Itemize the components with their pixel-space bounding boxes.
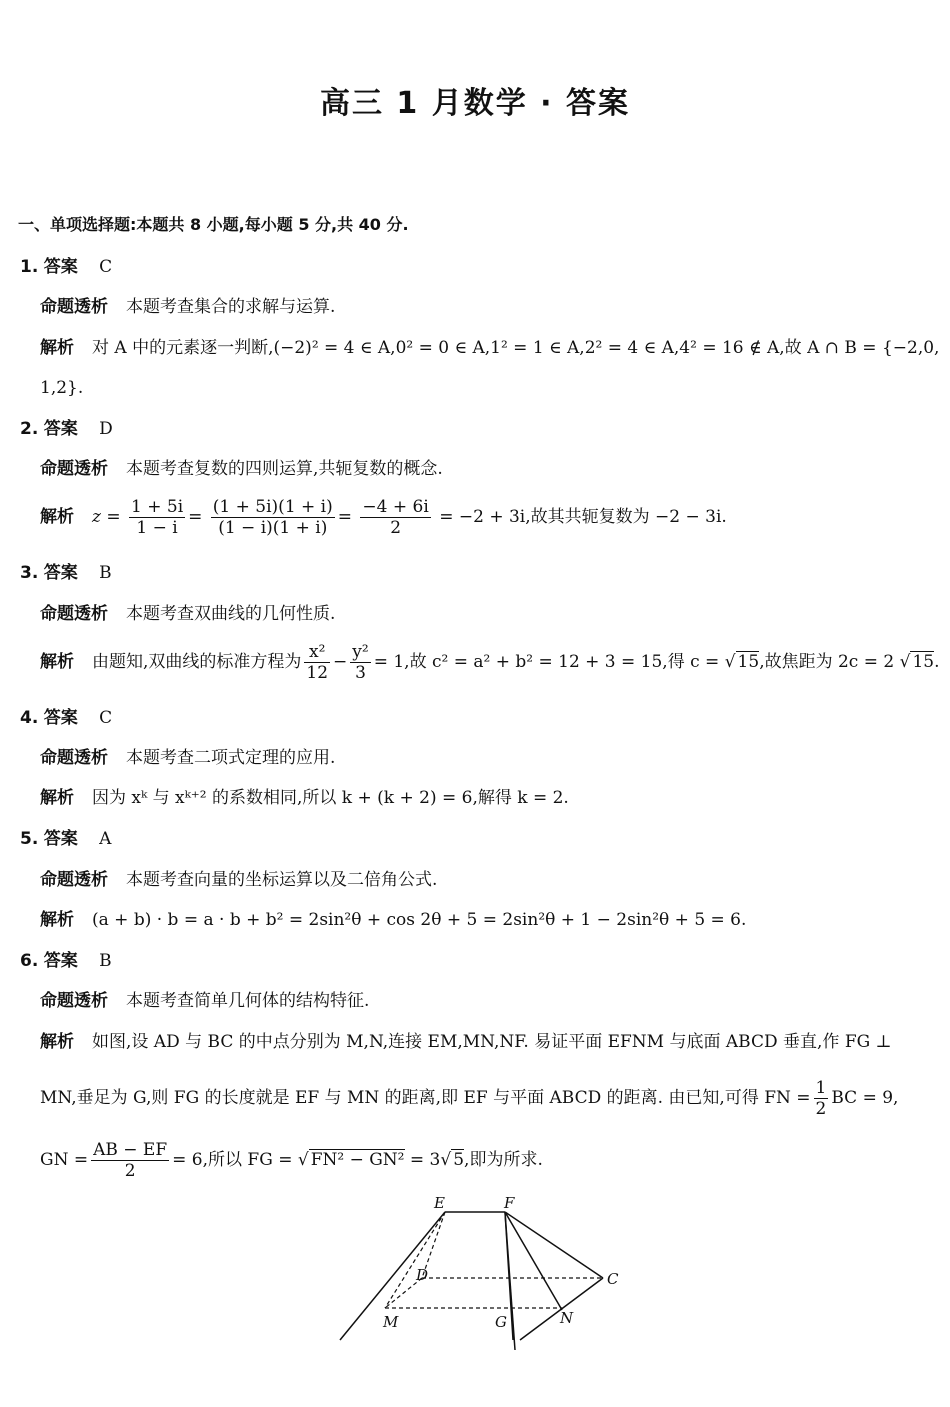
q6-l3-fraction: $\frac{AB - EF}{2}$ [93, 1140, 168, 1181]
q3-tail-1: ,故焦距为 2c = 2 [759, 652, 895, 672]
q6-l2-tail: BC = 9, [831, 1088, 899, 1108]
q5-analysis: (a + b) · b = a · b + b² = 2sin²θ + cos 2θ + 5 = 2sin²θ + 1 − 2sin²θ + 5 = 6. [92, 910, 747, 930]
q1-intent: 本题考查集合的求解与运算. [126, 297, 336, 317]
analysis-label: 解析 [40, 507, 74, 527]
q6-analysis-line-2 [40, 1078, 898, 1119]
q5-answer: A [99, 829, 112, 849]
section-heading: 一、单项选择题:本题共 8 小题,每小题 5 分,共 40 分. [18, 215, 409, 234]
analysis-label: 解析 [40, 910, 74, 930]
q2-answer: D [99, 419, 113, 439]
q6-l3-root: FN² − GN² [310, 1150, 405, 1170]
q6-answer-line [20, 950, 112, 972]
q6-l3-root-2: 5 [453, 1150, 465, 1170]
q6-intent-line [40, 990, 369, 1012]
answer-label: 答案 [43, 829, 78, 849]
analysis-label: 解析 [40, 652, 74, 672]
q1-answer-line [20, 256, 112, 278]
q3-mid: = 1,故 c² = a² + b² = 12 + 3 = 15,得 c = [373, 652, 720, 672]
q5-number: 5. [20, 829, 39, 849]
q2-fraction-3: $\frac{-4 + 6i}{2}$ [362, 497, 429, 538]
q5-analysis-line [40, 909, 746, 931]
point-label-C: C [607, 1270, 619, 1288]
q3-number: 3. [20, 563, 39, 583]
edge-FN [505, 1212, 562, 1310]
intent-label: 命题透析 [40, 991, 108, 1011]
q4-number: 4. [20, 708, 39, 728]
q4-analysis-line [40, 787, 569, 809]
q3-head: 由题知,双曲线的标准方程为 [92, 652, 302, 672]
answer-label: 答案 [43, 951, 78, 971]
q3-intent-line [40, 603, 335, 625]
q3-intent: 本题考查双曲线的几何性质. [126, 604, 336, 624]
q4-intent: 本题考查二项式定理的应用. [126, 748, 336, 768]
q2-answer-line [20, 418, 113, 440]
q1-number: 1. [20, 257, 39, 277]
q6-l2-head: MN,垂足为 G,则 FG 的长度就是 EF 与 MN 的距离,即 EF 与平面 ABCD 的距离. 由已知,可得 FN = [40, 1088, 811, 1108]
q3-answer: B [99, 563, 112, 583]
intent-label: 命题透析 [40, 748, 108, 768]
q1-answer: C [99, 257, 113, 277]
q3-answer-line [20, 562, 112, 584]
answer-label: 答案 [43, 257, 78, 277]
q6-number: 6. [20, 951, 39, 971]
q6-l3-mid: = 6,所以 FG = [172, 1150, 293, 1170]
intent-label: 命题透析 [40, 604, 108, 624]
q1-analysis: 对 A 中的元素逐一判断,(−2)² = 4 ∈ A,0² = 0 ∈ A,1² = 1 ∈ A,2² = 4 ∈ A,4² = 16 ∉ A,故 A ∩ B = {−2,0, [92, 338, 940, 358]
edge-FC [505, 1212, 603, 1278]
point-label-F: F [504, 1194, 515, 1212]
q2-lhs: z = [92, 507, 121, 527]
answer-label: 答案 [43, 419, 78, 439]
q6-answer: B [99, 951, 112, 971]
q3-analysis-line: 解析 由题知,双曲线的标准方程为 $\frac{\text{x²}}{12}$ − $\frac{\text{y²}}{3}$ = 1,故 c² = a² + b² = 12 + 3 = 15,得 c = √ 15,故焦距为 2c = 2 √ 15. [40, 642, 940, 683]
q5-answer-line [20, 828, 111, 850]
q1-analysis-line [40, 337, 939, 359]
analysis-label: 解析 [40, 788, 74, 808]
q6-analysis-line [40, 1031, 892, 1053]
q5-intent-line [40, 869, 437, 891]
q2-intent: 本题考查复数的四则运算,共轭复数的概念. [126, 459, 443, 479]
q6-l3-lhs: GN = [40, 1150, 89, 1170]
q3-root-2: 15 [912, 652, 935, 672]
q6-analysis-line-3: GN = $\frac{AB - EF}{2}$ = 6,所以 FG = √ FN² − GN² = 3√ 5,即为所求. [40, 1140, 543, 1181]
intent-label: 命题透析 [40, 297, 108, 317]
edge-EM [385, 1212, 445, 1308]
q6-analysis: 如图,设 AD 与 BC 的中点分别为 M,N,连接 EM,MN,NF. 易证平面 EFNM 与底面 ABCD 垂直,作 FG ⊥ [92, 1032, 892, 1052]
intent-label: 命题透析 [40, 870, 108, 890]
q3-tail-2: . [934, 652, 940, 672]
q5-intent: 本题考查向量的坐标运算以及二倍角公式. [126, 870, 438, 890]
q2-fraction-1: $\frac{1 + 5i}{1 - i}$ [131, 497, 184, 538]
q3-fraction-2: $\frac{\text{y²}}{3}$ [352, 642, 369, 683]
point-label-N: N [560, 1309, 574, 1327]
analysis-label: 解析 [40, 1032, 74, 1052]
point-label-E: E [434, 1194, 445, 1212]
q2-number: 2. [20, 419, 39, 439]
intent-label: 命题透析 [40, 459, 108, 479]
q4-answer-line [20, 707, 112, 729]
q6-l2-fraction: $\frac{1}{2}$ [815, 1078, 827, 1119]
q2-intent-line [40, 458, 443, 480]
q1-intent-line [40, 296, 335, 318]
q1-analysis-cont: 1,2}. [40, 378, 84, 398]
page-title: 高三 1 月数学 · 答案 [319, 86, 631, 121]
q4-analysis: 因为 xᵏ 与 xᵏ⁺² 的系数相同,所以 k + (k + 2) = 6,解得 k = 2. [92, 788, 569, 808]
q4-answer: C [99, 708, 113, 728]
q6-intent: 本题考查简单几何体的结构特征. [126, 991, 370, 1011]
q3-root-1: 15 [737, 652, 760, 672]
point-label-D: D [416, 1266, 429, 1284]
q2-analysis-line: 解析 z = $\frac{1 + 5i}{1 - i}$ = $\frac{(1 + 5i)(1 + i)}{(1 - i)(1 + i)}$ = $\frac{-4 + 6i}{2}$ = −2 + 3i,故其共轭复数为 −2 − 3i. [40, 497, 727, 538]
answer-label: 答案 [43, 708, 78, 728]
q2-fraction-2: $\frac{(1 + 5i)(1 + i)}{(1 - i)(1 + i)}$ [212, 497, 333, 538]
q6-l3-tail: ,即为所求. [464, 1150, 543, 1170]
point-label-M: M [383, 1313, 399, 1331]
q6-l3-eq: = 3 [409, 1150, 441, 1170]
q4-intent-line [40, 747, 335, 769]
answer-label: 答案 [43, 563, 78, 583]
analysis-label: 解析 [40, 338, 74, 358]
q2-tail: = −2 + 3i,故其共轭复数为 −2 − 3i. [439, 507, 727, 527]
geometry-figure [330, 1190, 630, 1350]
point-label-G: G [495, 1313, 507, 1331]
q3-fraction-1: $\frac{\text{x²}}{12}$ [306, 642, 329, 683]
